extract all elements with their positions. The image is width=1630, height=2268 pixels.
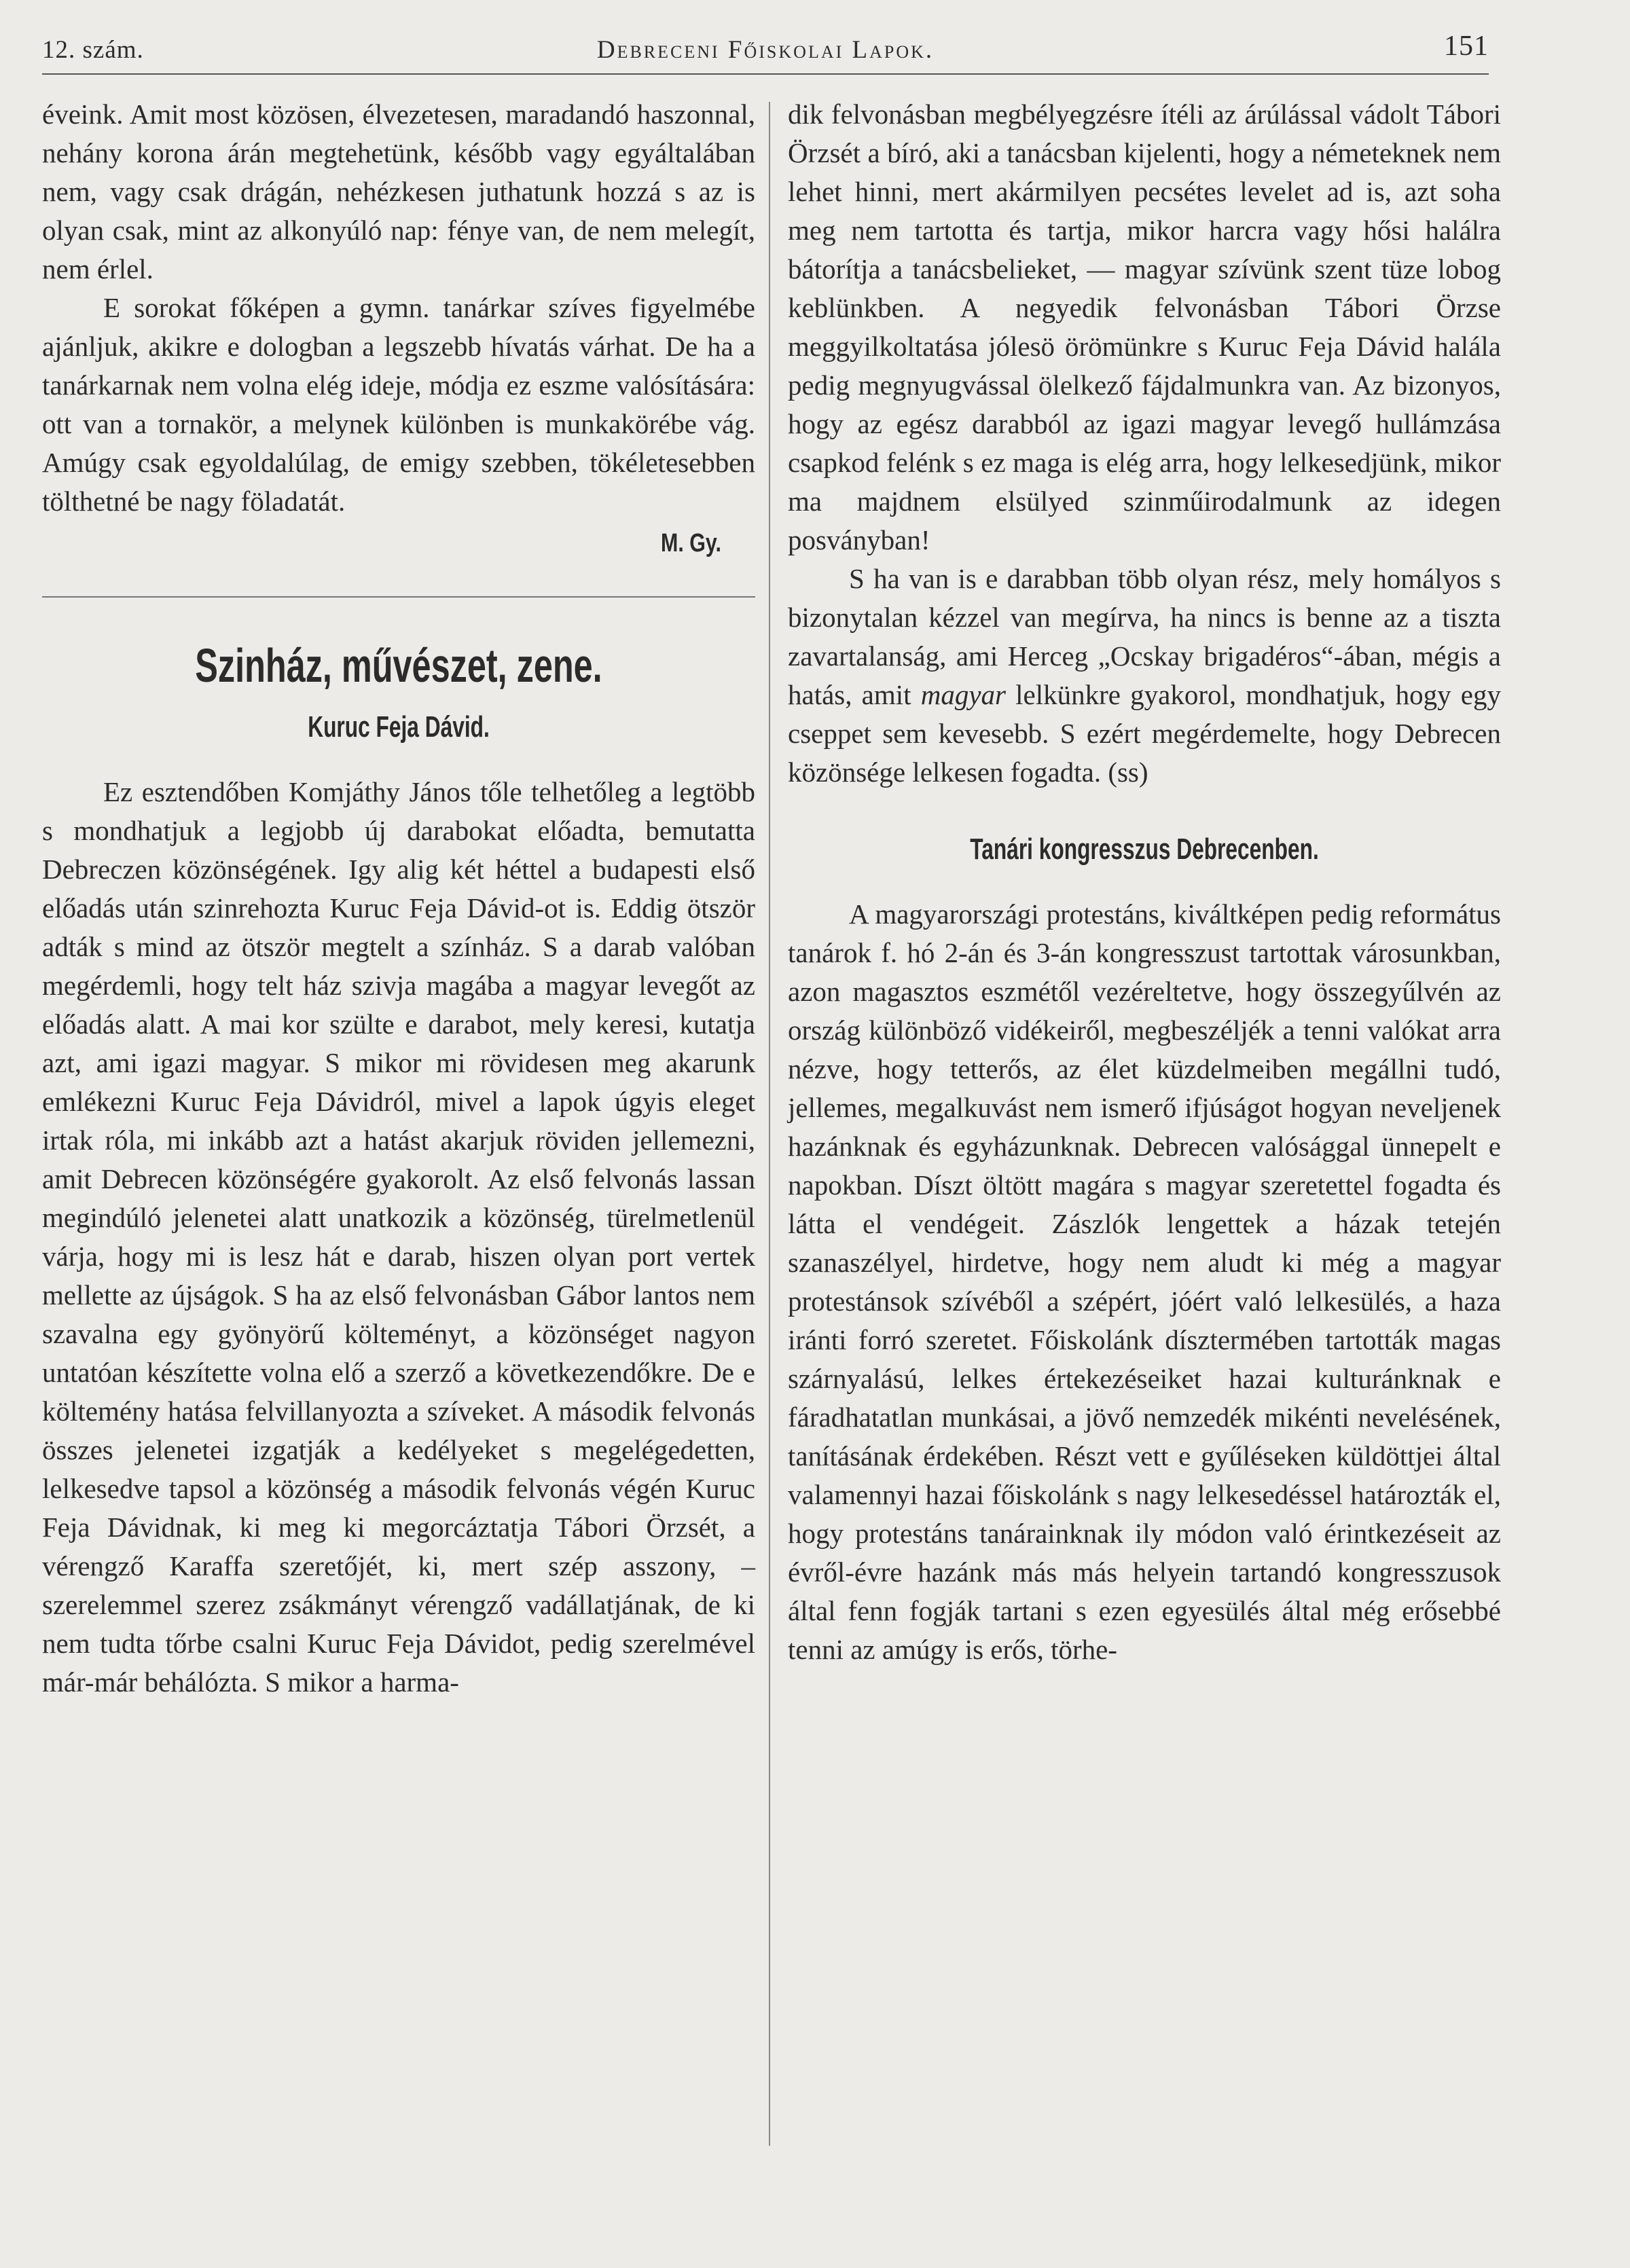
left-column: [42, 95, 755, 1702]
paragraph: dik felvonásban megbélyegzésre ítéli az árúlással vádolt Tábori Örzsét a bíró, aki a tanácsban kijelenti, hogy a németeknek nem lehet hinni, mert akármilyen pecsétes levelet ad is, azt soha meg nem tartotta és tartja, mikor harcra vagy hősi halálra bátorítja a tanácsbelieket, — magyar szívünk szent tüze lobog keblünkben. A negyedik felvonásban Tábori Örzse meggyilkoltatása jólesö örömünkre s Kuruc Feja Dávid halála pedig megnyugvással ölelkező fájdalmunkra van. Az bizonyos, hogy az egész darabból az igazi magyar levegő hullámzása csapkod felénk s ez maga is elég arra, hogy lelkesedjünk, mikor ma majdnem elsülyed szinműirodalmunk az idegen posványban!: [788, 98, 1501, 555]
emphasis-text: magyar: [920, 679, 1006, 710]
page-number: 151: [1444, 31, 1489, 62]
paragraph: Ez esztendőben Komjáthy János tőle telhetőleg a legtöbb s mondhatjuk a legjobb új darabokat előadta, bemutatta Debreczen közönségének. Igy alig két héttel a budapesti első előadás után szinrehozta Kuruc Feja Dávid-ot is. Eddig ötször adták s mind az ötször megtelt a színház. S a darab valóban megérdemli, hogy telt ház szivja magába a magyar levegőt az előadás alatt. A mai kor szülte e darabot, mely keresi, kutatja azt, ami igazi magyar. S mikor mi rövidesen meg akarunk emlékezni Kuruc Feja Dávidról, mivel a lapok úgyis eleget irtak róla, mi inkább azt a hatást akarjuk röviden jellemezni, amit Debrecen közönségére gyakorolt. Az első felvonás lassan megindúló jelenetei alatt unatkozik a közönség, türelmetlenül várja, hogy mi is lesz hát e darab, hiszen olyan port vertek mellette az újságok. S ha az első felvonásban Gábor lantos nem szavalna egy gyönyörű költeményt, a közönséget nagyon untatóan készítette volna elő a szerző a következendőkre. De e költemény hatása felvillanyozta a szíveket. A második felvonás összes jelenetei izgatják a kedélyeket s megelégedetten, lelkesedve tapsol a közönség a második felvonás végén Kuruc Feja Dávidnak, ki meg ki megorcáztatja Tábori Örzsét, a vérengző Karaffa szeretőjét, ki, mert szép asszony, – szerelemmel szerez zsákmányt vérengző vadállatjának, de ki nem tudta tőrbe csalni Kuruc Feja Dávidot, pedig szerelmével már-már behálózta. S mikor a harma-: [42, 776, 755, 1698]
section-divider: [42, 596, 755, 598]
paragraph: éveink. Amit most közösen, élvezetesen, maradandó haszonnal, nehány korona árán megtehetünk, később vagy egyáltalában nem, vagy csak drágán, nehézkesen juthatunk hozzá s az is olyan csak, mint az alkonyúló nap: fénye van, de nem melegít, nem érlel.: [42, 98, 755, 285]
column-divider: [769, 102, 770, 2146]
paragraph: E sorokat főképen a gymn. tanárkar szíves figyelmébe ajánljuk, akikre e dologban a legszebb hívatás várhat. De ha a tanárkarnak nem volna elég ideje, módja ez eszme valósítására: ott van a tornakör, a melynek különben is munkakörébe vág. Amúgy csak egyoldalúlag, de emigy szebben, tökéletesebben tölthetné be nagy föladatát.: [42, 292, 755, 517]
paragraph: [788, 560, 1501, 792]
page-header: [42, 26, 1489, 68]
text-run: S ha van is e darabban több olyan rész, mely homályos s bizonytalan kézzel van megírva, ha nincs is benne az a tiszta zavartalanság, ami Herceg „Ocskay brigadéros“-ában, mégis a hatás, amit: [788, 563, 1501, 710]
article-title: Kuruc Feja Dávid.: [308, 710, 490, 744]
article-title: Tanári kongresszus Debrecenben.: [970, 833, 1319, 866]
text-run: lelkünkre gyakorol, mondhatjuk, hogy egy cseppet sem kevesebb. S ezért megérdemelte, hogy Debrecen közönsége lelkesen fogadta. (ss): [788, 679, 1501, 788]
header-rule: [42, 73, 1489, 75]
right-column: [788, 95, 1501, 1669]
paragraph: A magyarországi protestáns, kiváltképen pedig református tanárok f. hó 2-án és 3-án kongresszust tartottak városunkban, azon magasztos eszmétől vezéreltetve, hogy összegyűlvén az ország különböző vidékeiről, megbeszéljék a tenni valókat arra nézve, hogy tetterős, az élet küzdelmeiben megállni tudó, jellemes, megalkuvást nem ismerő ifjúságot hogyan neveljenek hazánknak és egyházunknak. Debrecen valósággal ünnepelt e napokban. Díszt öltött magára s magyar szeretettel fogadta és látta el vendégeit. Zászlók lengettek a házak tetején szanaszélyel, hirdetve, hogy nem aludt ki még a magyar protestánsok szívéből a szépért, jóért való lelkesülés, a haza iránti forró szeretet. Főiskolánk dísztermében tartották magas szárnyalású, lelkes értekezéseiket hazai kulturánknak e fáradhatatlan munkásai, a jövő nemzedék mikénti nevelésének, tanításának érdekében. Részt vett e gyűléseken küldöttjei által valamennyi hazai főiskolánk s nagy lelkesedéssel határozták el, hogy protestáns tanárainknak ily módon való érintkezéseit az évről-évre hazánk más más helyein tartandó kongresszusok által fenn fogják tartani s ezen egyesülés által még erősebbé tenni az amúgy is erős, törhe-: [788, 898, 1501, 1665]
publication-title: Debreceni Főiskolai Lapok.: [596, 36, 935, 64]
author-signature: M. Gy.: [661, 529, 721, 557]
section-title: Szinház, művészet, zene.: [195, 639, 602, 692]
issue-number: 12. szám.: [42, 36, 144, 64]
